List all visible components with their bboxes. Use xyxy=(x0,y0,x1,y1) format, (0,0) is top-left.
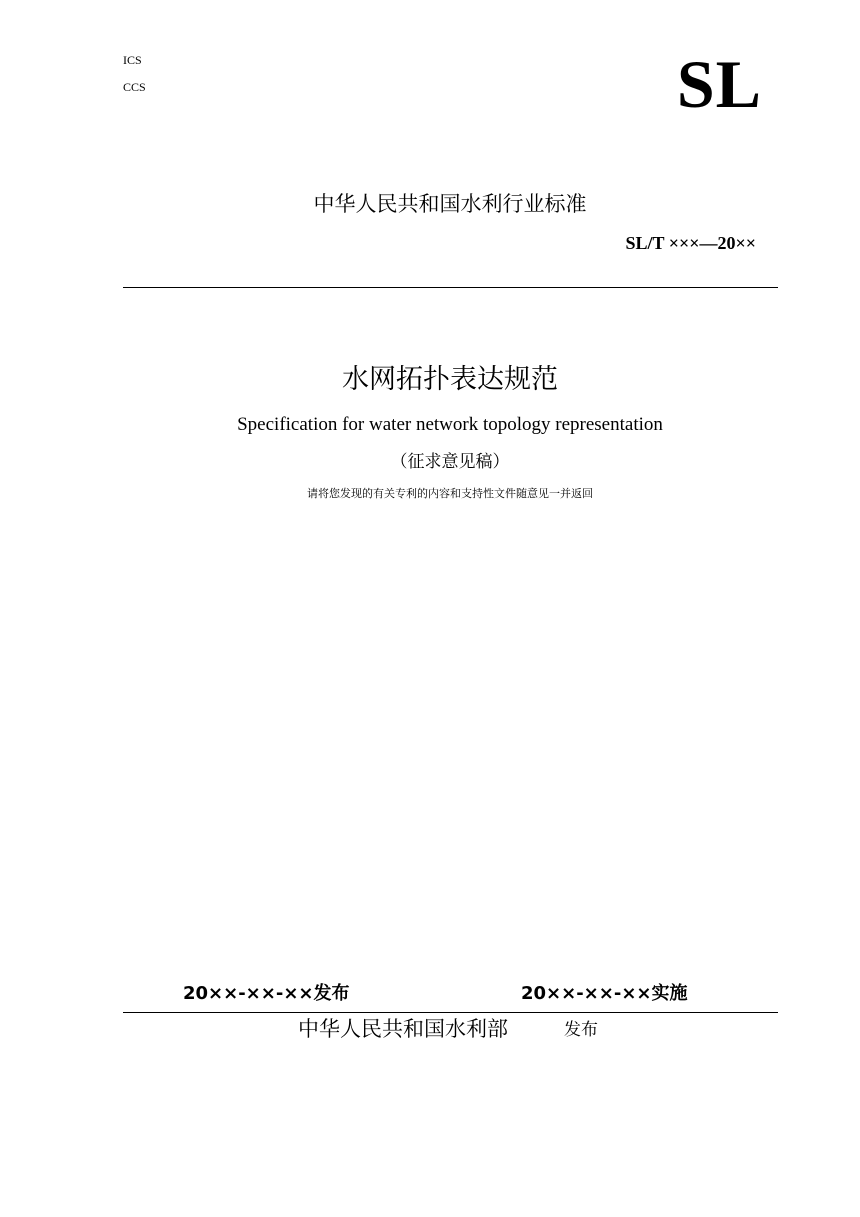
top-divider xyxy=(123,287,778,288)
issue-label: 发布 xyxy=(564,1020,598,1040)
document-title-english: Specification for water network topology representation xyxy=(237,414,663,435)
document-title-chinese: 水网拓扑表达规范 xyxy=(342,364,558,395)
effective-date: 20××-××-××实施 xyxy=(521,983,688,1004)
ics-label: ICS xyxy=(123,53,142,67)
standard-code: SL/T ×××—20×× xyxy=(625,233,756,253)
issuer-name: 中华人民共和国水利部 xyxy=(298,1017,508,1041)
bottom-divider xyxy=(123,1012,778,1013)
ccs-label: CCS xyxy=(123,80,146,94)
draft-status: （征求意见稿） xyxy=(390,452,510,472)
industry-standard-title: 中华人民共和国水利行业标准 xyxy=(313,192,587,216)
sl-logo: SL xyxy=(676,46,762,122)
patent-note: 请将您发现的有关专利的内容和支持性文件随意见一并返回 xyxy=(307,487,593,500)
release-date: 20××-××-××发布 xyxy=(183,983,350,1004)
